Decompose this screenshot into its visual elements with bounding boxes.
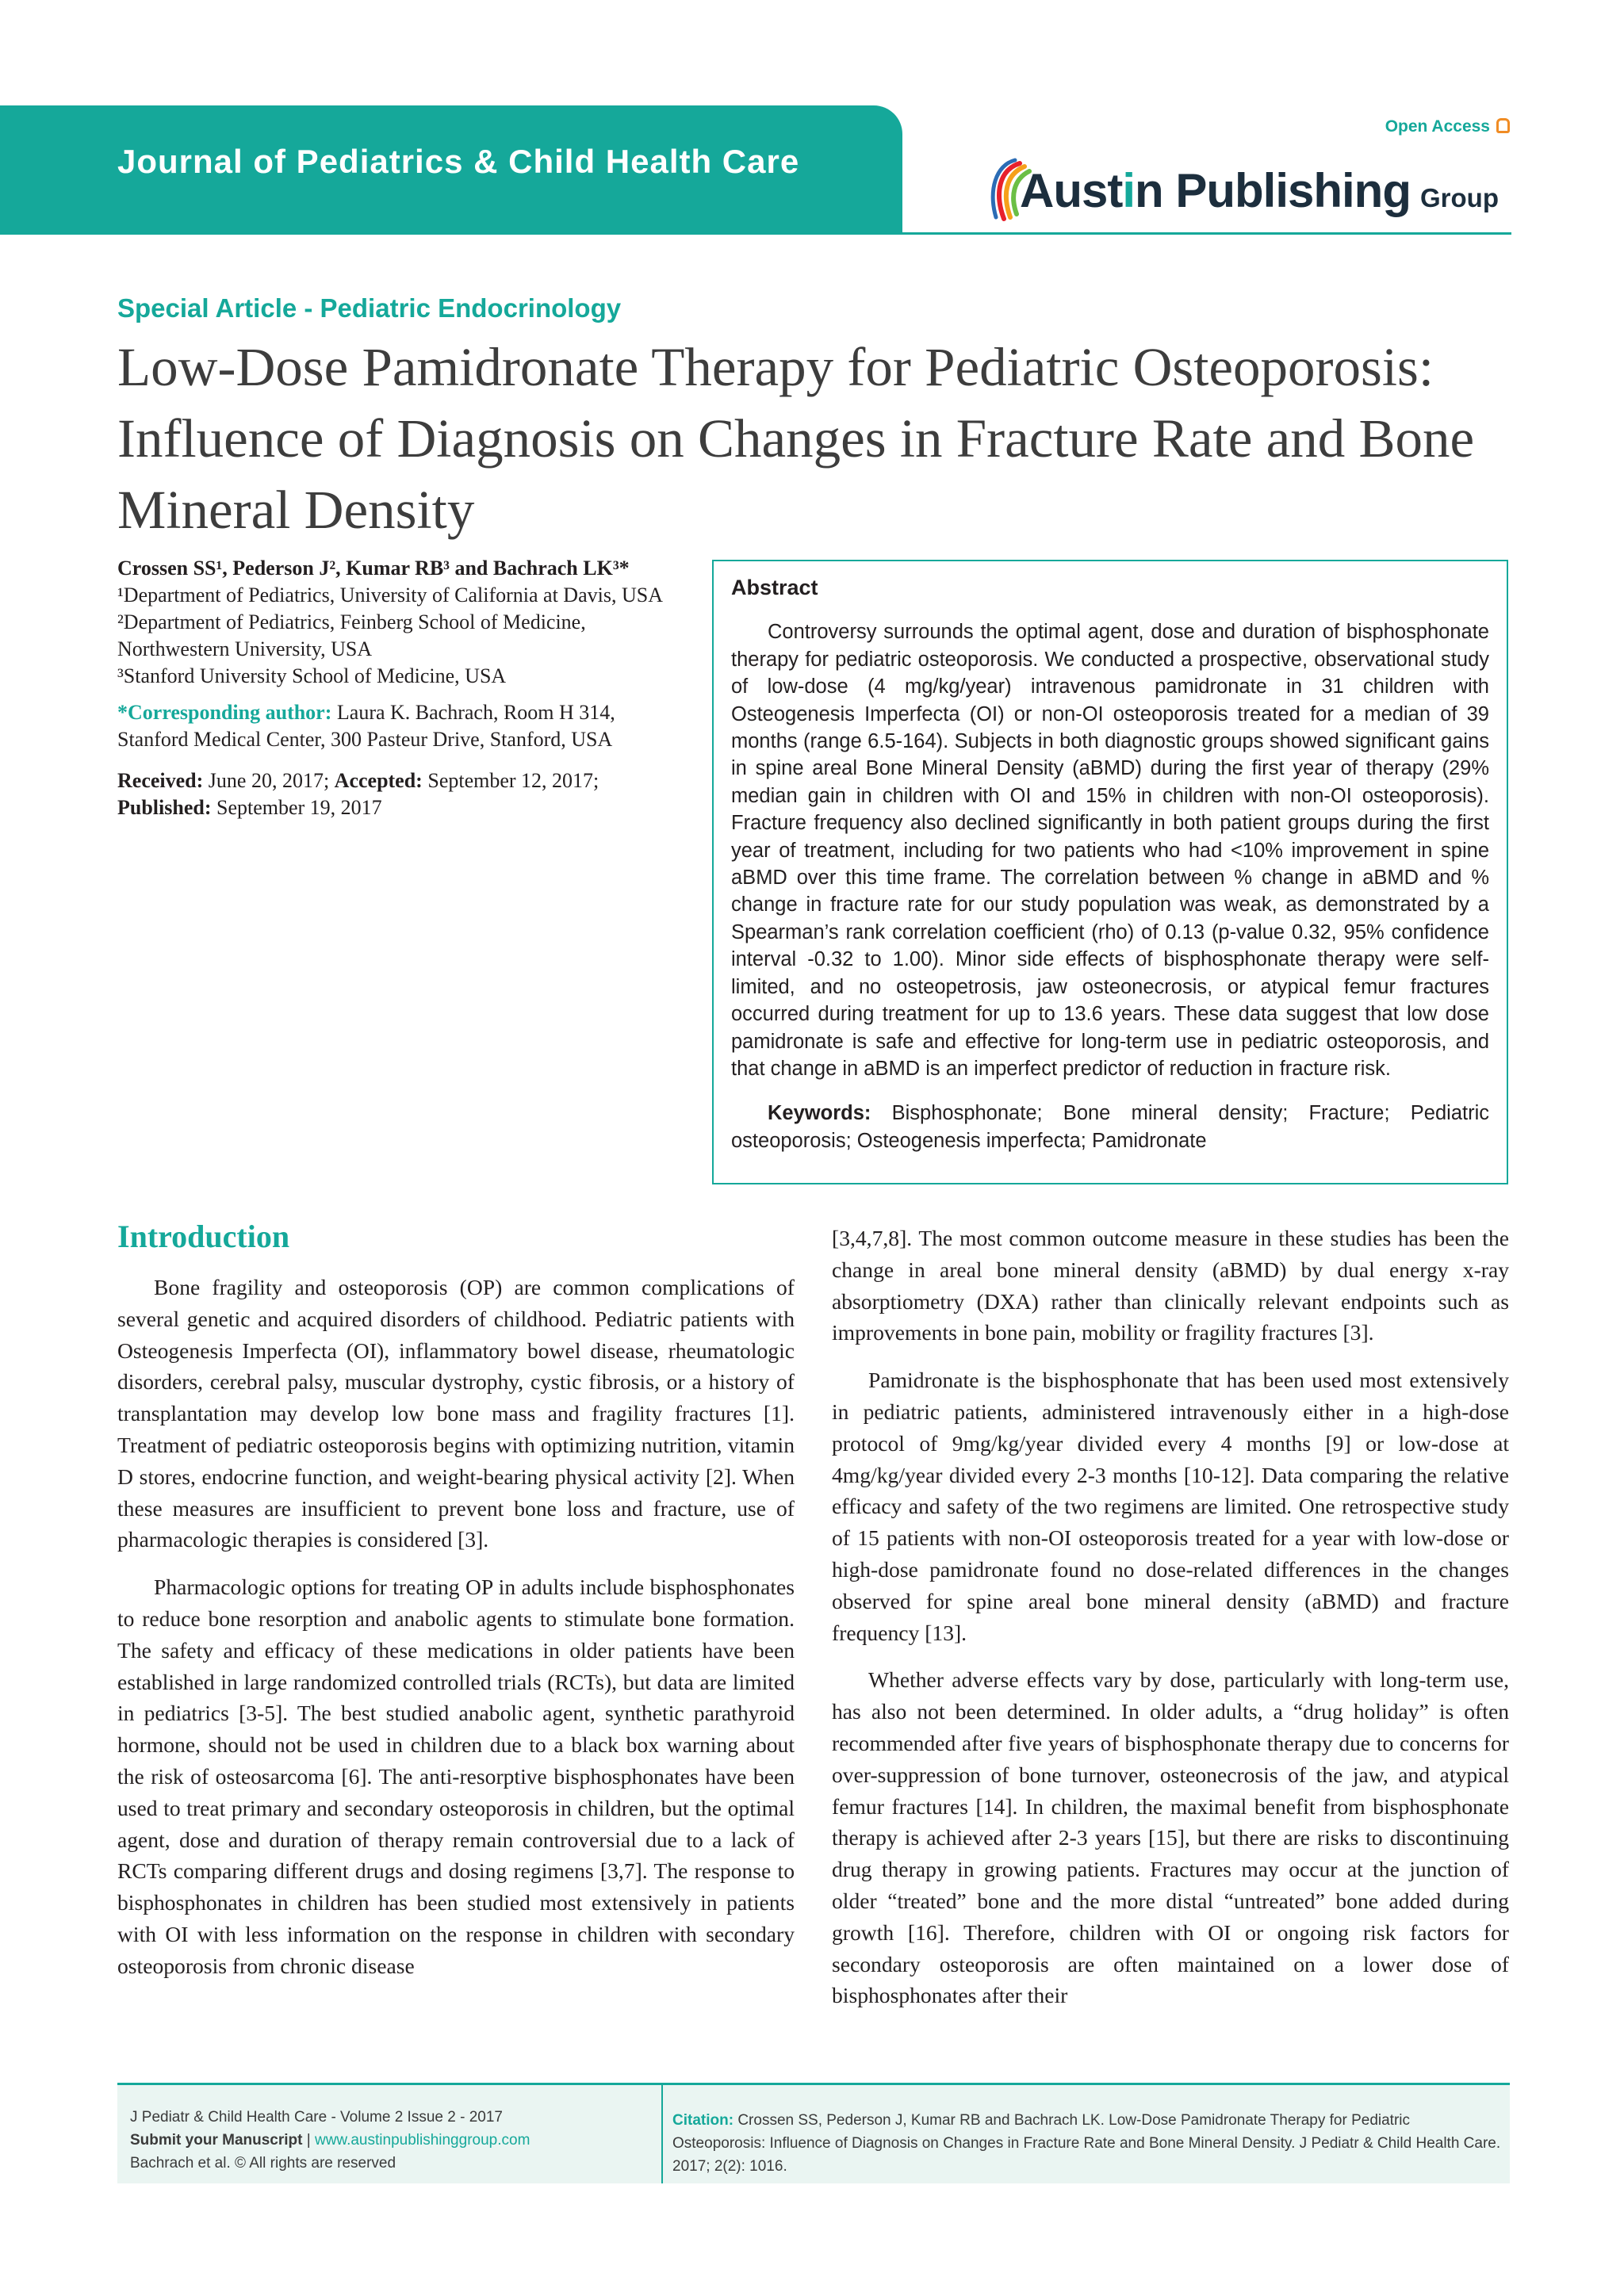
journal-title: Journal of Pediatrics & Child Health Care	[117, 143, 800, 180]
publication-dates	[117, 767, 672, 821]
body-column-right	[832, 1223, 1509, 2027]
header-divider	[902, 232, 1511, 235]
page-footer	[117, 2083, 1510, 2183]
keywords-text: Bisphosphonate; Bone mineral density; Fracture; Pediatric osteoporosis; Osteogenesis imperfecta; Pamidronate	[731, 1102, 1489, 1152]
open-access-badge[interactable]	[1385, 117, 1510, 136]
published-label: Published:	[117, 796, 212, 819]
paragraph: Pamidronate is the bisphosphonate that has been used most extensively in pediatric patients, administered intravenously either in a high-dose protocol of 9mg/kg/year divided every 4 months [9] or low-dose at 4mg/kg/year divided every 2-3 months [10-12]. Data comparing the relative efficacy and safety of the two regimens are limited. One retrospective study of 15 patients with non-OI osteoporosis treated for a year with low-dose or high-dose pamidronate found no dose-related differences in the changes observed for spine areal bone mineral density (aBMD) and fracture frequency [13].	[832, 1368, 1509, 1645]
author-info	[117, 555, 672, 821]
submit-manuscript-label: Submit your Manuscript	[130, 2132, 303, 2149]
open-access-label: Open Access	[1385, 117, 1490, 136]
affiliation: ²Department of Pediatrics, Feinberg School of Medicine, Northwestern University, USA	[117, 610, 586, 660]
footer-separator: |	[302, 2132, 315, 2149]
paragraph: Bone fragility and osteoporosis (OP) are common complications of several genetic and acquired disorders of childhood. Pediatric patients with Osteogenesis Imperfecta (OI), inflammatory bowel disease, rheumatologic disorders, cerebral palsy, muscular dystrophy, cystic fibrosis, or a history of transplantation may develop low bone mass and fragility fractures [1]. Treatment of pediatric osteoporosis begins with optimizing nutrition, vitamin D stores, endocrine function, and weight-bearing physical activity [2]. When these measures are insufficient to prevent bone loss and fracture, use of pharmacologic therapies is considered [3].	[117, 1275, 795, 1552]
received-date: June 20, 2017;	[203, 769, 335, 792]
received-label: Received:	[117, 769, 204, 792]
author-list: Crossen SS¹, Pederson J², Kumar RB³ and Bachrach LK³*	[117, 557, 630, 580]
body-column-left	[117, 1272, 795, 1998]
accepted-label: Accepted:	[334, 769, 423, 792]
paragraph: [3,4,7,8]. The most common outcome measure in these studies has been the change in areal bone mineral density (aBMD) by dual energy x-ray absorptiometry (DXA) rather than clinically relevant endpoints such as improvements in bone pain, mobility or fragility fractures [3].	[832, 1226, 1509, 1345]
publisher-group-label: Group	[1420, 183, 1499, 212]
abstract-text: Controversy surrounds the optimal agent, dose and duration of bisphosphonate therapy for pediatric osteoporosis. We conducted a prospective, observational study of low-dose (4 mg/kg/year) intravenous pamidronate in 31 children with Osteogenesis Imperfecta (OI) or non-OI osteoporosis treated for a median of 39 months (range 6.5-164). Subjects in both diagnostic groups showed significant gains in spine areal Bone Mineral Density (aBMD) during the first year of therapy (29% median gain in children with OI and 15% in children with non-OI osteoporosis). Fracture frequency also declined significantly in both patient groups during the first year of treatment, including for two patients who had <10% improvement in spine aBMD over this time frame. The correlation between % change in aBMD and % change in fracture rate for our study population was weak, as demonstrated by a Spearman’s rank correlation coefficient (rho) of 0.13 (p-value 0.32, 95% confidence interval -0.32 to 1.00). Minor side effects of bisphosphonate therapy were self-limited, and no osteopetrosis, jaw osteonecrosis, or atypical femur fractures occurred during treatment for up to 13.6 years. These data suggest that low dose pamidronate is safe and effective for long-term use in pediatric osteoporosis, and that change in aBMD is an imperfect predictor of reduction in fracture risk.	[731, 621, 1489, 1080]
publisher-name-part-1: Aust	[1020, 164, 1123, 217]
published-date: September 19, 2017	[211, 796, 382, 819]
footer-copyright: Bachrach et al. © All rights are reserved	[130, 2155, 396, 2172]
footer-citation	[672, 2109, 1505, 2178]
accepted-date: September 12, 2017;	[422, 769, 599, 792]
publisher-name	[1020, 163, 1499, 218]
open-lock-icon	[1496, 118, 1510, 133]
affiliation: ¹Department of Pediatrics, University of California at Davis, USA	[117, 584, 663, 607]
article-title: Low-Dose Pamidronate Therapy for Pediatric Osteoporosis: Influence of Diagnosis on Changes in Fracture Rate and Bone Mineral Density	[117, 337, 1475, 540]
paragraph: Whether adverse effects vary by dose, particularly with long-term use, has also not been determined. In older adults, a “drug holiday” is often recommended after five years of bisphosphonate therapy due to concerns for over-suppression of bone turnover, osteonecrosis of the jaw, and atypical femur fractures [14]. In children, the maximal benefit from bisphosphonate therapy is achieved after 2-3 years [15], but there are risks to discontinuing drug therapy in growing patients. Fractures may occur at the junction of older “treated” bone and the more distal “untreated” bone added during growth [16]. Therefore, children with OI or ongoing risk factors for secondary osteoporosis are often maintained on a lower dose of bisphosphonates after their	[832, 1667, 1509, 2008]
corresponding-author	[117, 699, 672, 753]
submit-manuscript-link[interactable]: www.austinpublishinggroup.com	[314, 2132, 530, 2149]
keywords	[731, 1100, 1489, 1154]
corresponding-label: *Corresponding author:	[117, 701, 332, 724]
publisher-name-part-2: n Publishing	[1135, 164, 1411, 217]
abstract-heading: Abstract	[731, 576, 818, 599]
footer-journal-line: J Pediatr & Child Health Care - Volume 2 Issue 2 - 2017	[130, 2109, 503, 2126]
citation-text: Crossen SS, Pederson J, Kumar RB and Bachrach LK. Low-Dose Pamidronate Therapy for Pediatric Osteoporosis: Influence of Diagnosis on Changes in Fracture Rate and Bone Mineral Density. J Pediatr & Child Health Care. 2017; 2(2): 1016.	[672, 2112, 1501, 2175]
article-type: Special Article - Pediatric Endocrinology	[117, 293, 622, 323]
footer-journal-info	[130, 2106, 764, 2175]
citation-label: Citation:	[672, 2112, 734, 2129]
paragraph: Pharmacologic options for treating OP in adults include bisphosphonates to reduce bone resorption and anabolic agents to stimulate bone formation. The safety and efficacy of these medications in older patients have been established in large randomized controlled trials (RCTs), but data are limited in pediatrics [3-5]. The best studied anabolic agent, synthetic parathyroid hormone, should not be used in children due to a black box warning about the risk of osteosarcoma [6]. The anti-resorptive bisphosphonates have been used to treat primary and secondary osteoporosis in children, but the optimal agent, dose and duration of therapy remain controversial due to a lack of RCTs comparing different drugs and dosing regimens [3,7]. The response to bisphosphonates in children has been studied most extensively in patients with OI with less information on the response in children with secondary osteoporosis from chronic disease	[117, 1575, 795, 1978]
abstract-box	[712, 560, 1508, 1184]
keywords-label: Keywords:	[768, 1102, 871, 1125]
section-heading: Introduction	[117, 1219, 290, 1254]
affiliation: ³Stanford University School of Medicine, USA	[117, 664, 507, 687]
publisher-name-accent: i	[1122, 164, 1136, 217]
footer-submit-line	[130, 2129, 764, 2152]
footer-divider	[661, 2085, 663, 2183]
corresponding-text: Laura K. Bachrach, Room H 314, Stanford Medical Center, 300 Pasteur Drive, Stanford, USA	[117, 701, 615, 751]
